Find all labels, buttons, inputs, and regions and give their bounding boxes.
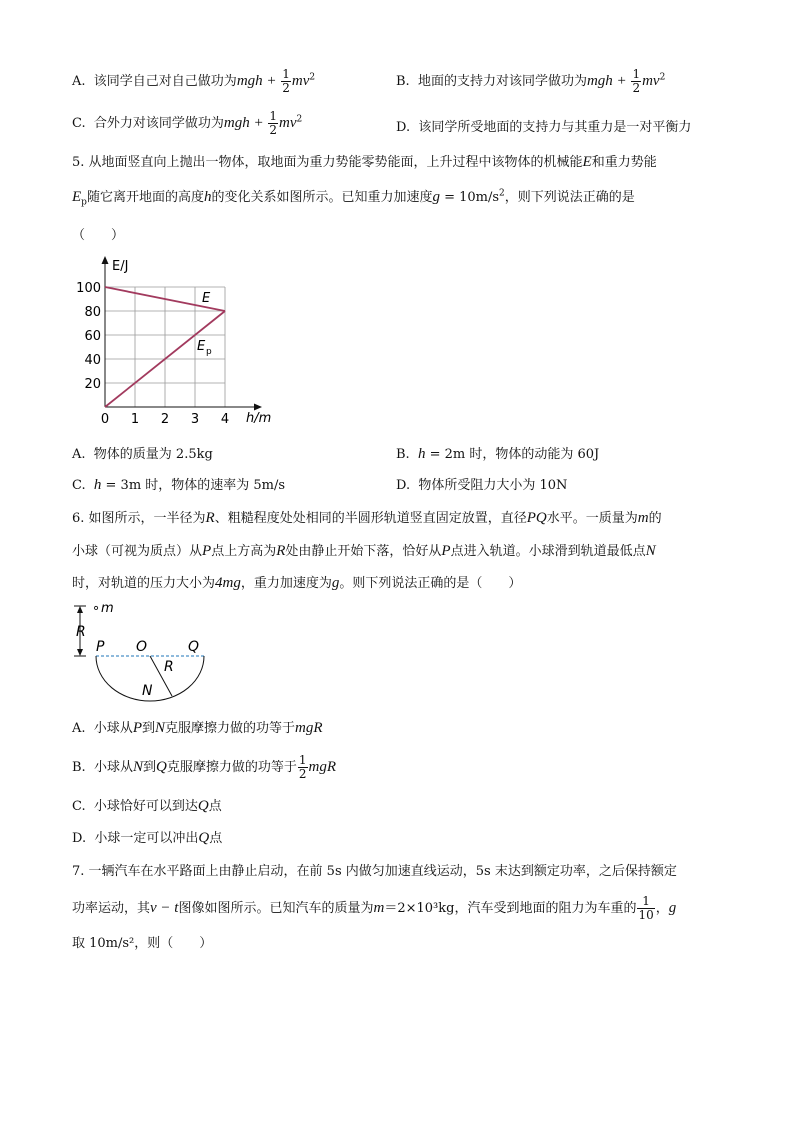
q5-stem-line2: $E_p$随它离开地面的高度h的变化关系如图所示。已知重力加速度$g = 10m/s^2$，则下列说法正确的是 [72, 188, 635, 208]
label-r-radius: R [164, 659, 174, 675]
q6-option-a[interactable]: A. 小球从P到N克服摩擦力做的功等于mgR [72, 720, 323, 736]
q4-option-d[interactable]: D. 该同学所受地面的支持力与其重力是一对平衡力 [396, 120, 692, 135]
y-tick-label: 80 [84, 305, 101, 320]
height-arrow-up [77, 606, 83, 613]
x-axis-label: h/m [246, 411, 272, 426]
fraction: $\frac{1}{10}$ [638, 894, 654, 922]
label-n: N [142, 683, 153, 699]
q7-stem-line1: 7. 一辆汽车在水平路面上由静止启动，在前 5s 内做匀加速直线运动，5s 末达到额定功率，之后保持额定 [72, 864, 677, 879]
ball-icon: ∘ [92, 601, 101, 616]
label-r-height: R [76, 624, 86, 640]
q6-option-d[interactable]: D. 小球一定可以冲出Q点 [72, 830, 223, 846]
q5-option-b[interactable]: B. h = 2m 时，物体的动能为 60J [396, 446, 600, 462]
series-label-e: E [202, 291, 211, 306]
q4-option-c[interactable]: C. 合外力对该同学做功为mgh + $\frac{1}{2}$ $mv^2$ [72, 109, 303, 137]
fraction: $\frac{1}{2}$ [282, 67, 290, 95]
label-m: m [101, 601, 114, 616]
y-axis-label: E/J [112, 259, 129, 274]
q4-option-b[interactable]: B. 地面的支持力对该同学做功为mgh + $\frac{1}{2}$ $mv^2$ [396, 67, 666, 95]
q4-option-a[interactable]: A. 该同学自己对自己做功为mgh + $\frac{1}{2}$ $mv^2$ [72, 67, 316, 95]
x-tick-label: 2 [160, 412, 170, 427]
y-axis-arrow [102, 256, 109, 264]
x-axis-arrow [254, 404, 262, 411]
label-p: P [96, 639, 105, 655]
y-tick-label: 20 [84, 377, 101, 392]
q5-option-a[interactable]: A. 物体的质量为 2.5kg [72, 447, 213, 462]
q6-option-c[interactable]: C. 小球恰好可以到达Q点 [72, 798, 222, 814]
q5-stem-line1: 5. 从地面竖直向上抛出一物体，取地面为重力势能零势能面，上升过程中该物体的机械能E和重力势能 [72, 154, 657, 170]
q5-option-d[interactable]: D. 物体所受阻力大小为 10N [396, 478, 568, 493]
x-tick-label: 4 [220, 412, 230, 427]
q7-stem-line2: 功率运动，其v − t图像如图所示。已知汽车的质量为m＝2×10³kg，汽车受到地面的阻力为车重的 $\frac{1}{10}$ ，g [72, 894, 677, 922]
q5-option-c[interactable]: C. h = 3m 时，物体的速率为 5m/s [72, 477, 286, 493]
energy-height-chart [60, 250, 280, 430]
label-o: O [136, 639, 148, 655]
fraction: $\frac{1}{2}$ [298, 753, 307, 781]
chart-axes [102, 256, 263, 411]
q6-stem-line1: 6. 如图所示，一半径为R、粗糙程度处处相同的半圆形轨道竖直固定放置，直径PQ水平。一质量为m的 [72, 510, 662, 526]
x-tick-label: 1 [130, 412, 140, 427]
fraction: $\frac{1}{2}$ [632, 67, 641, 95]
fraction: $\frac{1}{2}$ [269, 109, 278, 137]
height-arrow-down [77, 649, 83, 656]
y-tick-label: 60 [84, 329, 101, 344]
semicircle-track-diagram [68, 598, 218, 708]
y-tick-label: 100 [76, 281, 101, 296]
q6-option-b[interactable]: B. 小球从N到Q克服摩擦力做的功等于 $\frac{1}{2}$ mgR [72, 753, 336, 781]
x-tick-label: 0 [100, 412, 110, 427]
series-label-ep-sub: p [206, 347, 212, 357]
q6-stem-line2: 小球（可视为质点）从P点上方高为R处由静止开始下落，恰好从P点进入轨道。小球滑到轨道最低点N [72, 543, 656, 559]
x-tick-label: 3 [190, 412, 200, 427]
y-tick-label: 40 [84, 353, 101, 368]
q6-stem-line3: 时，对轨道的压力大小为4mg，重力加速度为g。则下列说法正确的是（ ） [72, 575, 522, 591]
q7-stem-line3: 取 10m/s²，则（ ） [72, 936, 213, 951]
q5-answer-blank: （ ） [72, 228, 125, 243]
label-q: Q [188, 639, 200, 655]
series-label-ep: E [197, 339, 206, 354]
